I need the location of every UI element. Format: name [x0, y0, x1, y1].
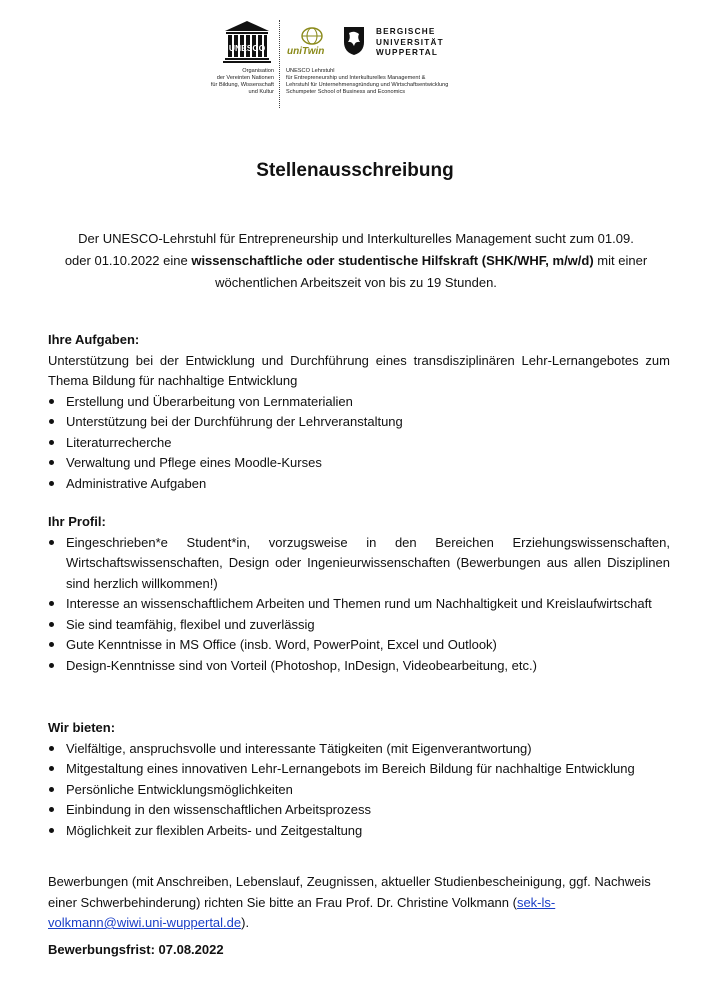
- section-text: Unterstützung bei der Entwicklung und Durchführung eines transdisziplinären Lehr-Lernangebotes zum Thema Bildung für nachhaltige Entwicklung: [48, 352, 670, 388]
- intro-text: oder 01.10.2022 eine: [64, 253, 192, 268]
- intro-text: Der UNESCO-Lehrstuhl für Entrepreneurship und Interkulturelles Management sucht zum 01.09.: [78, 231, 634, 246]
- unitwin-logo-text: uniTwin: [287, 46, 325, 57]
- section-heading: Ihre Aufgaben:: [48, 332, 140, 347]
- unitwin-logo: [286, 24, 328, 58]
- list-item: Verwaltung und Pflege eines Moodle-Kurses: [48, 453, 670, 474]
- task-list: [48, 392, 670, 495]
- list-item: Administrative Aufgaben: [48, 474, 670, 495]
- section-tasks: [48, 330, 670, 494]
- list-item: Vielfältige, anspruchsvolle und interessante Tätigkeiten (mit Eigenverantwortung): [48, 739, 670, 760]
- list-item: Möglichkeit zur flexiblen Arbeits- und Zeitgestaltung: [48, 821, 670, 842]
- university-lion-emblem: [340, 24, 368, 56]
- offer-list: [48, 739, 670, 842]
- page-title: Stellenausschreibung: [256, 160, 454, 181]
- closing-text: Bewerbungen (mit Anschreiben, Lebenslauf, Zeugnissen, aktueller Studienbescheinigung, ggf. Nachweis einer Schwerbehinderung) richten Sie bitte an Frau Prof. Dr. Christine Volkmann (: [48, 874, 651, 910]
- university-name-line: BERGISCHE: [376, 27, 436, 36]
- list-item: Einbindung in den wissenschaftlichen Arbeitsprozess: [48, 800, 670, 821]
- chair-line: Schumpeter School of Business and Economics: [286, 89, 406, 95]
- chair-line: UNESCO Lehrstuhl: [286, 68, 335, 74]
- closing-suffix: ).: [241, 915, 250, 930]
- unesco-caption: [190, 68, 274, 96]
- logo-divider: [279, 20, 280, 108]
- intro-paragraph: [40, 228, 672, 294]
- application-deadline: Bewerbungsfrist: 07.08.2022: [48, 942, 224, 957]
- university-name-line: UNIVERSITÄT: [376, 37, 444, 47]
- list-item: Unterstützung bei der Durchführung der Lehrveranstaltung: [48, 412, 670, 433]
- university-name-line: WUPPERTAL: [376, 48, 439, 57]
- application-instructions: [48, 872, 668, 934]
- unesco-caption-line: für Bildung, Wissenschaft: [210, 82, 274, 88]
- unesco-temple-logo: [222, 20, 272, 64]
- position-title: wissenschaftliche oder studentische Hilfskraft (SHK/WHF, m/w/d): [191, 253, 594, 268]
- section-offer: [48, 718, 670, 841]
- unesco-caption-line: und Kultur: [248, 89, 274, 95]
- list-item: Persönliche Entwicklungsmöglichkeiten: [48, 780, 670, 801]
- unesco-caption-line: Organisation: [242, 68, 274, 74]
- section-heading: Wir bieten:: [48, 720, 116, 735]
- list-item: Gute Kenntnisse in MS Office (insb. Word, PowerPoint, Excel und Outlook): [48, 635, 670, 656]
- header-logos: [190, 18, 510, 113]
- section-profile: [48, 512, 670, 676]
- chair-description: [286, 68, 448, 96]
- chair-line: für Entrepreneurship und Interkulturelles Management &: [286, 75, 426, 81]
- list-item: Mitgestaltung eines innovativen Lehr-Lernangebots im Bereich Bildung für nachhaltige Entwicklung: [48, 759, 670, 780]
- list-item: Literaturrecherche: [48, 433, 670, 454]
- profile-list: [48, 533, 670, 677]
- list-item: Design-Kenntnisse sind von Vorteil (Photoshop, InDesign, Videobearbeitung, etc.): [48, 656, 670, 677]
- list-item: Erstellung und Überarbeitung von Lernmaterialien: [48, 392, 670, 413]
- list-item: Eingeschrieben*e Student*in, vorzugsweise in den Bereichen Erziehungswissenschaften, Wirtschaftswissenschaften, Design oder Ingenieurwissenschaften (Bewerbungen aus allen Disziplinen sind herzlich willkommen!): [48, 533, 670, 595]
- chair-line: Lehrstuhl für Unternehmensgründung und Wirtschaftsentwicklung: [286, 82, 449, 88]
- intro-text: wöchentlichen Arbeitszeit von bis zu 19 Stunden.: [215, 275, 497, 290]
- unesco-caption-line: der Vereinten Nationen: [216, 75, 274, 81]
- intro-text: mit einer: [593, 253, 648, 268]
- list-item: Sie sind teamfähig, flexibel und zuverlässig: [48, 615, 670, 636]
- list-item: Interesse an wissenschaftlichem Arbeiten und Themen rund um Nachhaltigkeit und Kreislaufwirtschaft: [48, 594, 670, 615]
- university-name: [376, 27, 444, 59]
- unesco-logo-text: UNESCO: [228, 43, 266, 53]
- section-heading: Ihr Profil:: [48, 514, 106, 529]
- email-link[interactable]: sek-ls-volkmann@wiwi.uni-wuppertal.de: [48, 894, 556, 930]
